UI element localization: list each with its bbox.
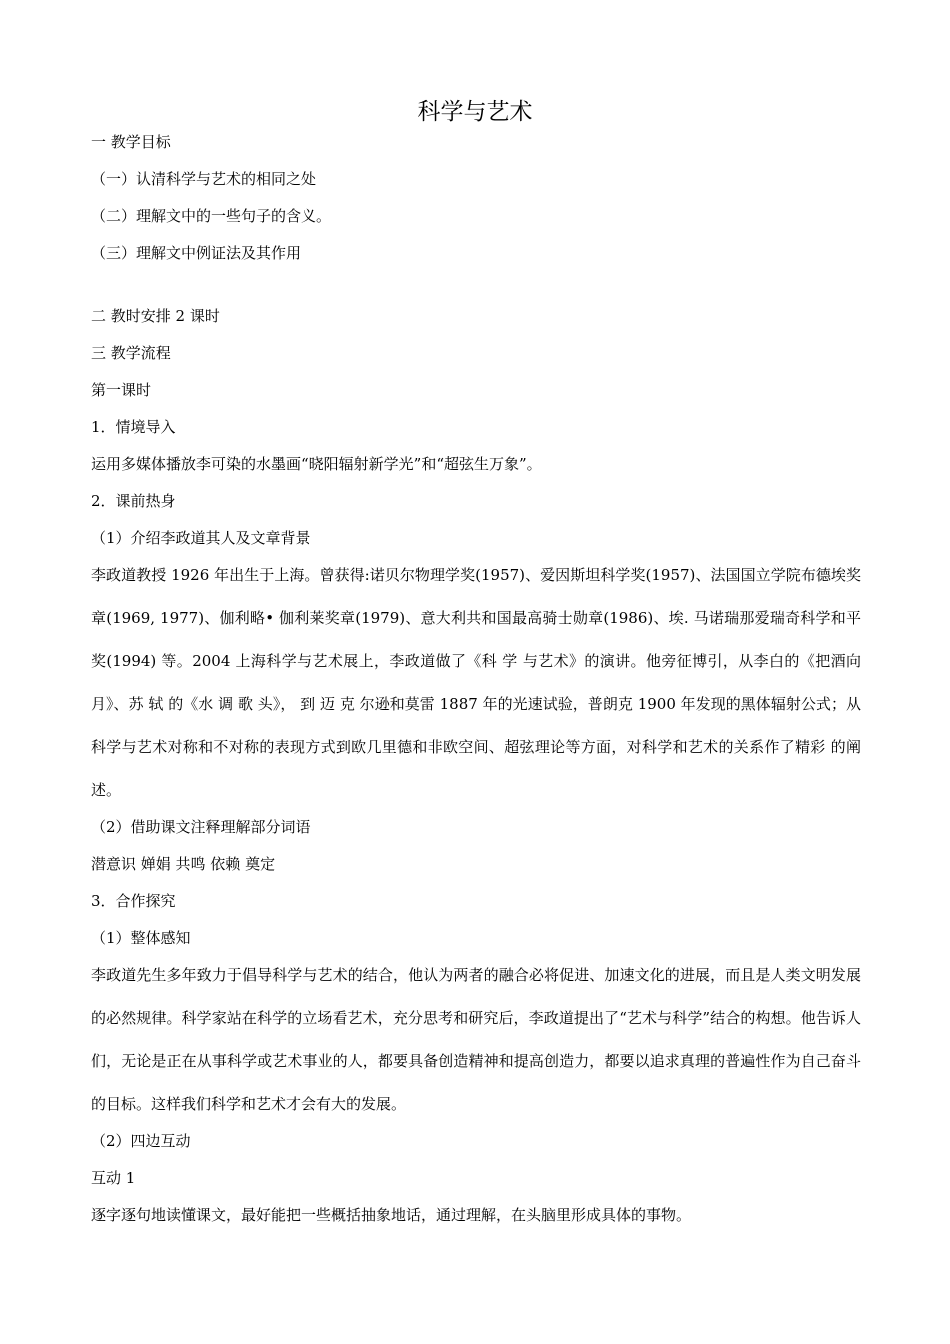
step3-sub2: （2）四边互动	[91, 1132, 191, 1150]
step2-heading: 2．课前热身	[91, 492, 176, 510]
summary-paragraph: 李政道先生多年致力于倡导科学与艺术的结合，他认为两者的融合必将促进、加速文化的进展，而且是人类文明发展的必然规律。科学家站在科学的立场看艺术，充分思考和研究后，李政道提出了“艺术与科学”结合的构想。他告诉人们，无论是正在从事科学或艺术事业的人，都要具备创造精神和提高创造力，都要以追求真理的普遍性作为自己奋斗的目标。这样我们科学和艺术才会有大的发展。	[91, 966, 861, 1113]
objective-item-3: （三）理解文中例证法及其作用	[91, 244, 302, 262]
objective-item-1: （一）认清科学与艺术的相同之处	[91, 170, 317, 188]
step2-sub1: （1）介绍李政道其人及文章背景	[91, 529, 311, 547]
step1-text: 运用多媒体播放李可染的水墨画“晓阳辐射新学光”和“超弦生万象”。	[91, 455, 542, 473]
spacer	[91, 272, 861, 298]
page-title: 科学与艺术	[417, 99, 533, 125]
bio-paragraph: 李政道教授 1926 年出生于上海。曾获得:诺贝尔物理学奖(1957)、爱因斯坦科学奖(1957)、法国国立学院布德埃奖章(1969, 1977)、伽利略• 伽利莱奖章(1979)、意大利共和国最高骑士勋章(1986)、埃. 马诺瑞那爱瑞奇科学和平奖(1994) 等。2004 上海科学与艺术展上，李政道做了《科 学 与艺术》的演讲。他旁征博引，从李白的《把酒向月》、苏 轼 的《水 调 歌 头》， 到 迈 克 尔逊和莫雷 1887 年的光速试验，普朗克 1900 年发现的黑体辐射公式；从科学与艺术对称和不对称的表现方式到欧几里德和非欧空间、超弦理论等方面，对科学和艺术的关系作了精彩 的阐述。	[91, 566, 861, 799]
interaction1-label: 互动 1	[91, 1169, 136, 1187]
objective-item-2: （二）理解文中的一些句子的含义。	[91, 207, 332, 225]
step2-sub2: （2）借助课文注释理解部分词语	[91, 818, 311, 836]
document-body	[91, 124, 861, 1234]
step1-heading: 1．情境导入	[91, 418, 176, 436]
lesson-label: 第一课时	[91, 381, 152, 399]
vocabulary-words: 潜意识 婵娟 共鸣 依赖 奠定	[91, 855, 276, 873]
step3-heading: 3．合作探究	[91, 892, 176, 910]
section-heading-process: 三 教学流程	[91, 344, 171, 362]
step3-sub1: （1）整体感知	[91, 929, 191, 947]
section-heading-objectives: 一 教学目标	[91, 133, 171, 151]
interaction1-text: 逐字逐句地读懂课文，最好能把一些概括抽象地话，通过理解，在头脑里形成具体的事物。	[91, 1206, 692, 1224]
section-heading-schedule: 二 教时安排 2 课时	[91, 307, 220, 325]
